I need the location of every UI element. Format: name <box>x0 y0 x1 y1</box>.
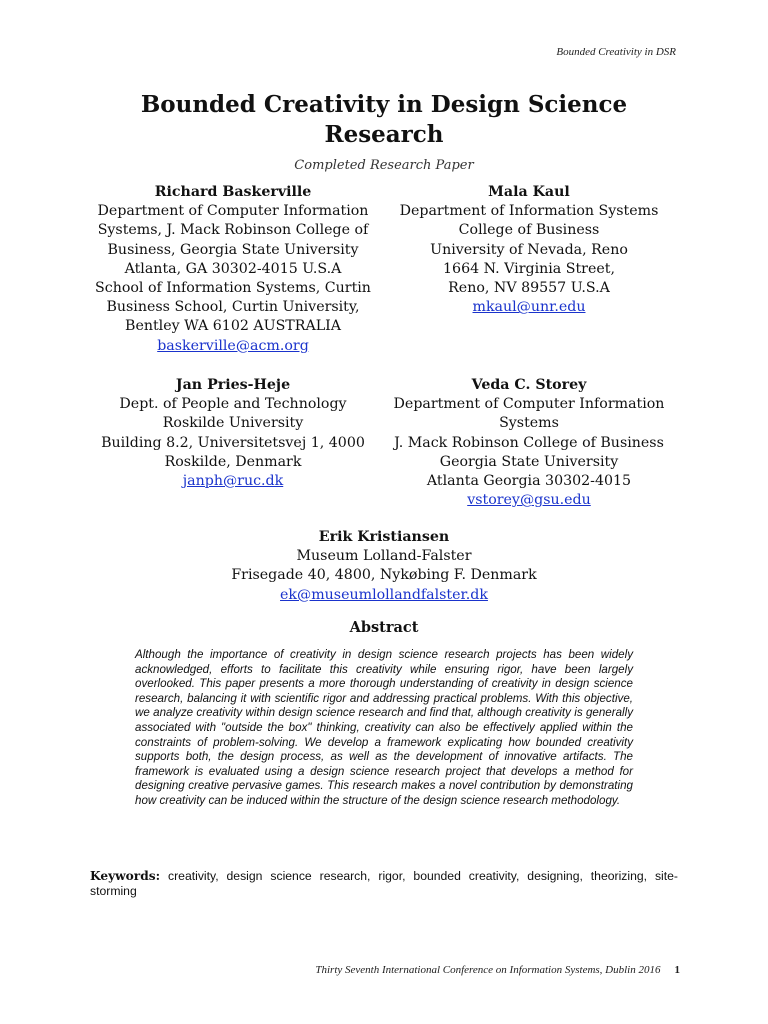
author-name: Erik Kristiansen <box>318 529 450 545</box>
affiliation-line: Georgia State University <box>439 453 619 470</box>
author-email-link[interactable]: mkaul@unr.edu <box>472 299 586 316</box>
affiliation-line: Department of Computer Information <box>97 203 369 220</box>
affiliation-line: Systems, J. Mack Robinson College of <box>97 222 369 239</box>
affiliation-line: Atlanta Georgia 30302-4015 <box>426 473 632 490</box>
keywords-label: Keywords: <box>90 869 161 883</box>
author-name: Richard Baskerville <box>154 184 312 200</box>
author-block-storey <box>384 376 674 510</box>
affiliation-line: Bentley WA 6102 AUSTRALIA <box>125 318 341 335</box>
author-name: Veda C. Storey <box>471 377 587 393</box>
author-block-kaul <box>384 183 674 317</box>
author-block-baskerville <box>88 183 378 356</box>
running-head: Bounded Creativity in DSR <box>556 46 676 58</box>
affiliation-line: J. Mack Robinson College of Business <box>394 434 664 451</box>
affiliation-line: Systems <box>499 415 559 432</box>
affiliation-line: Reno, NV 89557 U.S.A <box>448 280 610 297</box>
author-block-kristiansen <box>184 528 584 605</box>
keywords-section <box>90 869 678 899</box>
page-footer <box>315 964 680 976</box>
affiliation-line: Atlanta, GA 30302-4015 U.S.A <box>124 260 342 277</box>
author-name: Jan Pries-Heje <box>175 377 291 393</box>
author-email-link[interactable]: vstorey@gsu.edu <box>467 492 591 509</box>
conference-name: Thirty Seventh International Conference on Information Systems, Dublin 2016 <box>315 964 661 976</box>
affiliation-line: School of Information Systems, Curtin <box>95 280 371 297</box>
affiliation-line: Business School, Curtin University, <box>106 299 360 316</box>
affiliation-line: Museum Lolland-Falster <box>296 548 472 565</box>
affiliation-line: 1664 N. Virginia Street, <box>443 260 615 277</box>
abstract-heading: Abstract <box>349 619 419 636</box>
author-email-link[interactable]: ek@museumlollandfalster.dk <box>280 586 488 603</box>
affiliation-line: Frisegade 40, 4800, Nykøbing F. Denmark <box>231 567 537 584</box>
affiliation-line: Dept. of People and Technology <box>119 396 347 413</box>
keywords-list: creativity, design science research, rigor, bounded creativity, designing, theorizing, site-storming <box>90 869 678 898</box>
affiliation-line: Business, Georgia State University <box>107 241 359 258</box>
affiliation-line: Department of Computer Information <box>393 396 665 413</box>
affiliation-line: College of Business <box>458 222 600 239</box>
author-name: Mala Kaul <box>488 184 570 200</box>
paper-title: Bounded Creativity in Design Science Research <box>140 91 628 148</box>
paper-subtitle: Completed Research Paper <box>294 158 474 173</box>
author-email-link[interactable]: janph@ruc.dk <box>182 473 284 490</box>
page-number: 1 <box>674 964 680 976</box>
affiliation-line: Department of Information Systems <box>399 203 659 220</box>
affiliation-line: University of Nevada, Reno <box>430 241 628 258</box>
author-email-link[interactable]: baskerville@acm.org <box>157 337 309 354</box>
affiliation-line: Building 8.2, Universitetsvej 1, 4000 <box>101 434 365 451</box>
affiliation-line: Roskilde University <box>162 415 304 432</box>
abstract-text: Although the importance of creativity in design science research projects has been widely acknowledged, efforts to facilitate this creativity while ensuring rigor, have been largely overlooked. This paper presents a more thorough understanding of creativity in design science research, balancing it with scientific rigor and addressing practical problems. With this objective, we analyze creativity within design science research and find that, although creativity is generally associated with "outside the box" thinking, creativity can also be effectively applied within the constraints of problem-solving. We develop a framework explicating how bounded creativity supports both, the design process, as well as the development of innovative artifacts. The framework is evaluated using a design science research project that develops a method for designing creative pervasive games. This research makes a novel contribution by demonstrating how creativity can be induced within the structure of the design science research methodology. <box>135 648 633 807</box>
author-block-pries-heje <box>88 376 378 491</box>
affiliation-line: Roskilde, Denmark <box>164 453 302 470</box>
